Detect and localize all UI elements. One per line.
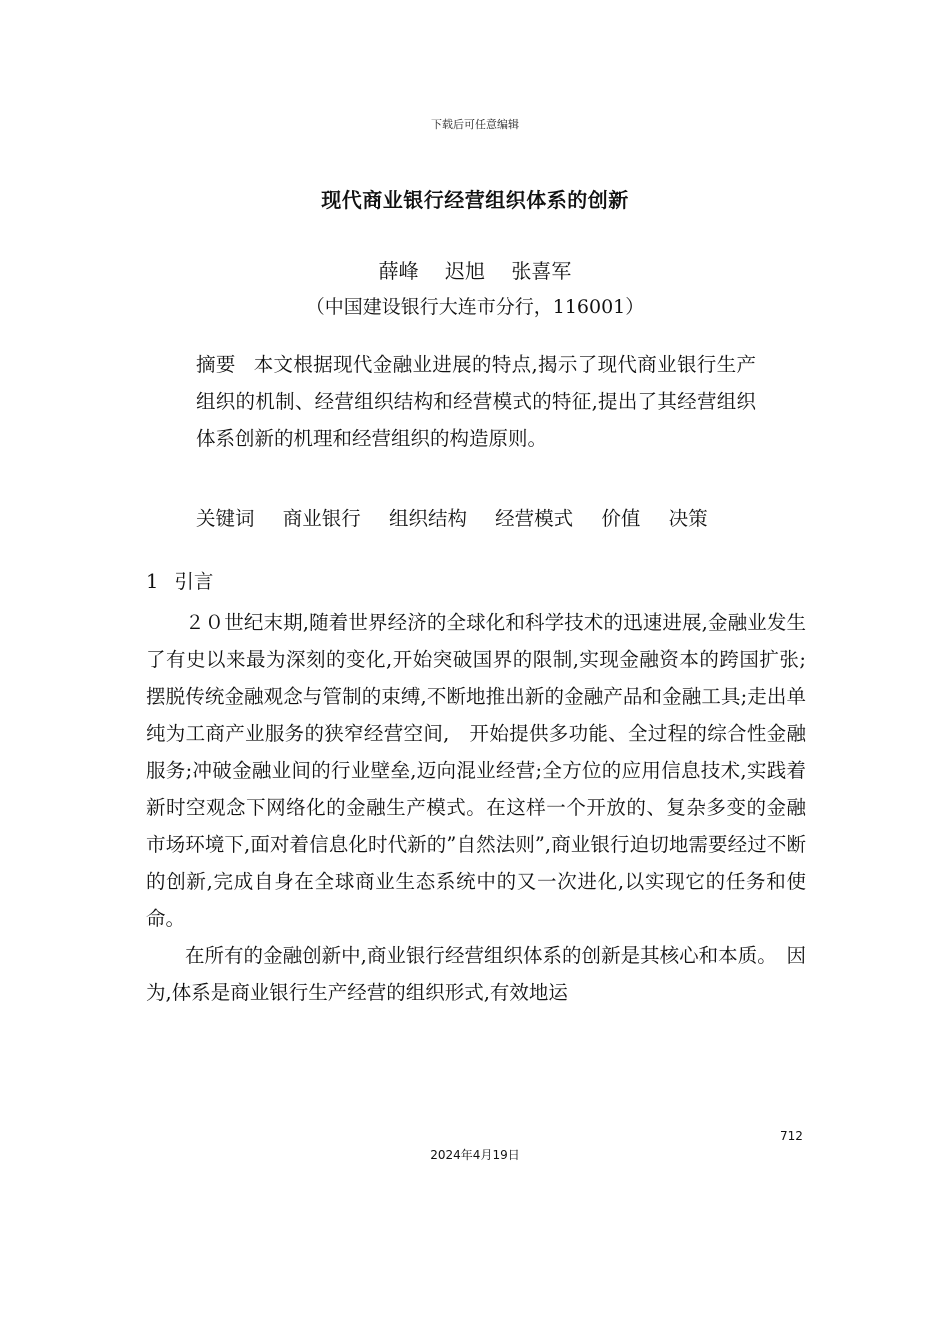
page-title: 现代商业银行经营组织体系的创新 <box>321 188 629 212</box>
section-title: 引言 <box>174 570 214 593</box>
keyword: 商业银行 <box>282 507 361 530</box>
author-affiliation: （中国建设银行大连市分行，116001） <box>305 296 645 318</box>
abstract-text: 本文根据现代金融业进展的特点,揭示了现代商业银行生产组织的机制、经营组织结构和经营模式的特征,提出了其经营组织体系创新的机理和经营组织的构造原则。 <box>196 353 756 450</box>
author-list <box>0 255 950 284</box>
page-number: 712 <box>780 1129 803 1143</box>
keyword: 价值 <box>601 507 641 530</box>
abstract-label: 摘要 <box>196 353 236 376</box>
keyword: 决策 <box>668 507 708 530</box>
abstract <box>196 346 756 457</box>
footer-date: 2024年4月19日 <box>430 1148 520 1162</box>
author-name: 薛峰 <box>378 259 419 283</box>
paragraph: ２０世纪末期,随着世界经济的全球化和科学技术的迅速进展,金融业发生了有史以来最为深刻的变化,开始突破国界的限制,实现金融资本的跨国扩张;摆脱传统金融观念与管制的束缚,不断地推出新的金融产品和金融工具;走出单纯为工商产业服务的狭窄经营空间, 开始提供多功能、全过程的综合性金融服务;冲破金融业间的行业壁垒,迈向混业经营;全方位的应用信息技术,实践着新时空观念下网络化的金融生产模式。在这样一个开放的、复杂多变的金融市场环境下,面对着信息化时代新的”自然法则”,商业银行迫切地需要经过不断的创新,完成自身在全球商业生态系统中的又一次进化,以实现它的任务和使命。 <box>146 611 806 930</box>
author-name: 迟旭 <box>445 259 485 283</box>
body-text <box>146 604 806 1011</box>
paragraph: 在所有的金融创新中,商业银行经营组织体系的创新是其核心和本质。 因为,体系是商业银行生产经营的组织形式,有效地运 <box>146 944 806 1004</box>
keyword: 组织结构 <box>388 507 467 530</box>
header-note: 下载后可任意编辑 <box>431 118 519 131</box>
keywords-label: 关键词 <box>196 507 255 530</box>
section-heading <box>146 566 213 594</box>
keyword: 经营模式 <box>495 507 574 530</box>
keywords <box>196 500 776 537</box>
author-name: 张喜军 <box>511 259 572 283</box>
section-number: 1 <box>146 570 159 593</box>
